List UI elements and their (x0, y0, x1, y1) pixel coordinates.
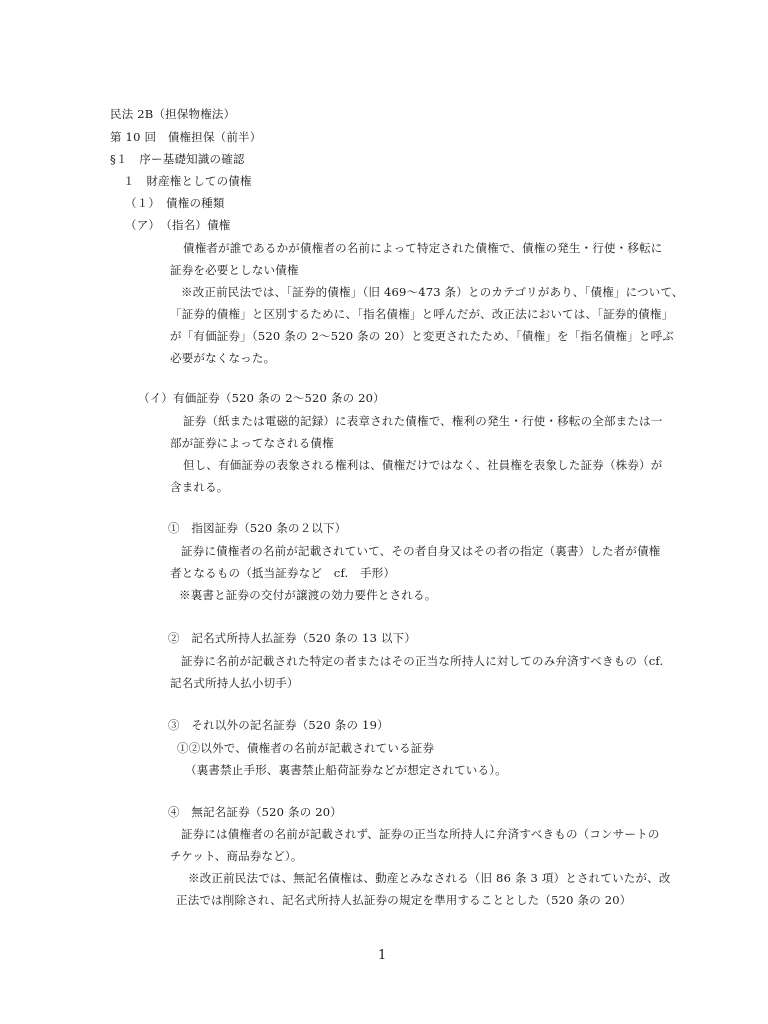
doc-note-line: ※改正前民法では、無記名債権は、動産とみなされる（旧 86 条 3 項）とされていたが、改 (188, 871, 671, 885)
doc-subitem-heading-1: ① 指図証券（520 条の２以下） (168, 521, 347, 535)
doc-lecture-title: 第 10 回 債権担保（前半） (110, 130, 262, 144)
doc-note-line: 必要がなくなった。 (170, 351, 276, 365)
doc-note-line: ※裏書と証券の交付が譲渡の効力要件とされる。 (179, 588, 437, 602)
doc-paragraph-line: 証券には債権者の名前が記載されず、証券の正当な所持人に弁済すべきもの（コンサートの (181, 827, 660, 841)
doc-item-b-heading: （イ）有価証券（520 条の 2〜520 条の 20） (138, 391, 385, 405)
doc-paragraph-line: 者となるもの（抵当証券など cf. 手形） (170, 566, 396, 580)
doc-subsection-heading: １ 財産権としての債権 (123, 174, 252, 188)
doc-note-line: 「証券的債権」と区別するために、「指名債権」と呼んだが、改正法においては、「証券的債権」 (170, 307, 674, 321)
doc-paragraph-line: 債権者が誰であるかが債権者の名前によって特定された債権で、債権の発生・行使・移転に (183, 241, 663, 255)
doc-paragraph-line: 部が証券によってなされる債権 (170, 436, 334, 450)
doc-paragraph-line: ①②以外で、債権者の名前が記載されている証券 (177, 741, 435, 755)
doc-subitem-heading-2: ② 記名式所持人払証券（520 条の 13 以下） (168, 631, 417, 645)
doc-paragraph-line: 証券に名前が記載された特定の者またはその正当な所持人に対してのみ弁済すべきもの（cf. (181, 654, 664, 668)
doc-subitem-heading-3: ③ それ以外の記名証券（520 条の 19） (168, 718, 389, 732)
page-number: 1 (378, 948, 387, 963)
doc-paragraph-line: 証券（紙または電磁的記録）に表章された債権で、権利の発生・行使・移転の全部または一 (183, 414, 663, 428)
doc-paragraph-line: 含まれる。 (170, 480, 229, 494)
doc-paragraph-line: 証券を必要としない債権 (170, 263, 299, 277)
doc-paragraph-line: （裏書禁止手形、裏書禁止船荷証券などが想定されている）。 (185, 763, 507, 777)
doc-note-line: ※改正前民法では、「証券的債権」（旧 469〜473 条）とのカテゴリがあり、「債権」について、 (181, 285, 684, 299)
doc-item-a-heading: （ア） （指名）債権 (125, 218, 231, 232)
doc-paragraph-line: 記名式所持人払小切手） (170, 676, 299, 690)
doc-section-heading: §１ 序ー基礎知識の確認 (110, 152, 245, 166)
doc-paragraph-line: 証券に債権者の名前が記載されていて、その者自身又はその者の指定（裏書）した者が債権 (181, 544, 661, 558)
doc-note-line: が「有価証券」（520 条の 2〜520 条の 20）と変更されたため、「債権」を「指名債権」と呼ぶ (170, 329, 675, 343)
doc-course-title: 民法 2B（担保物権法） (110, 107, 236, 121)
doc-paragraph-line: チケット、商品券など）。 (170, 849, 303, 863)
doc-note-line: 正法では削除され、記名式所持人払証券の規定を準用することとした（520 条の 20） (176, 893, 632, 907)
doc-paragraph-line: 但し、有価証券の表象される権利は、債権だけではなく、社員権を表象した証券（株券）が (183, 458, 663, 472)
doc-item-heading: （１） 債権の種類 (125, 196, 225, 210)
doc-subitem-heading-4: ④ 無記名証券（520 条の 20） (168, 805, 342, 819)
